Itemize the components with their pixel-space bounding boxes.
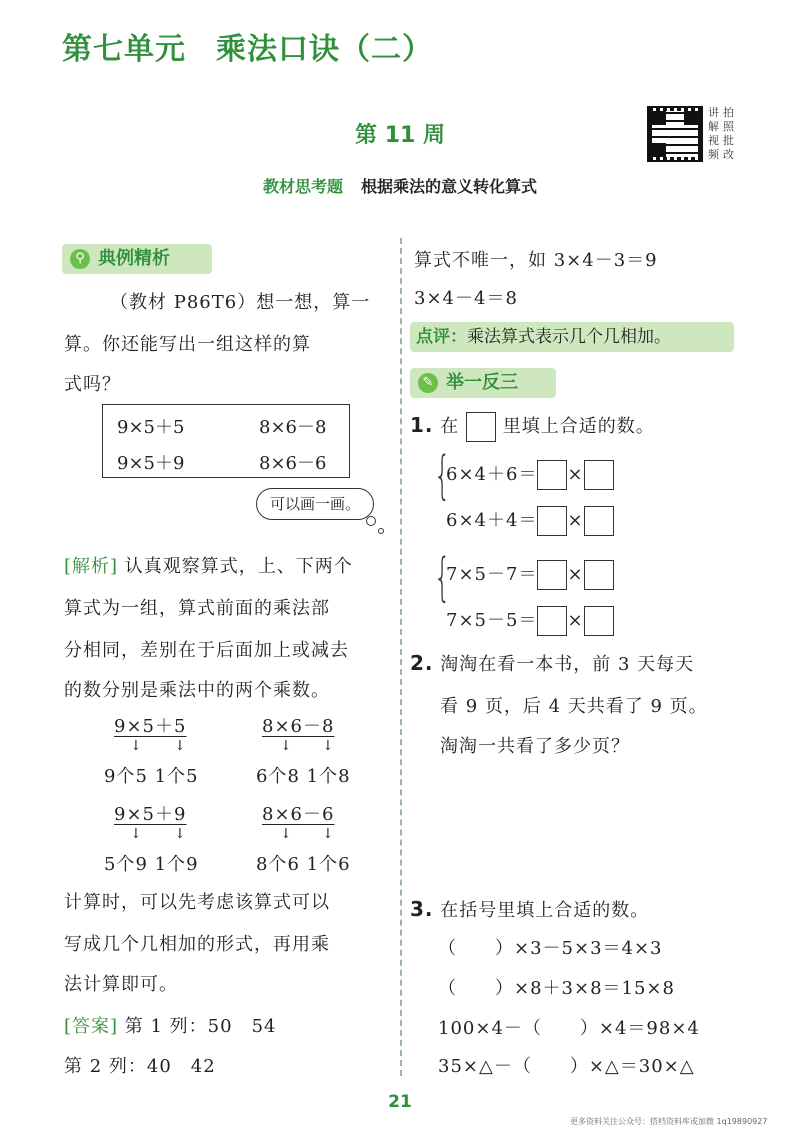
subtitle-tag: 教材思考题 <box>262 177 343 196</box>
page-number: 21 <box>388 1092 412 1112</box>
qr-labels: 讲 拍解 照视 批频 改 <box>708 106 734 161</box>
diagram-expr: 9×5＋9 <box>114 804 187 825</box>
answer-line-2: 第 2 列：40 42 <box>64 1056 216 1077</box>
fill-in-line[interactable]: 35×△－（ ）×△＝30×△ <box>438 1056 695 1077</box>
equation-row: 6×4＋6＝ × <box>446 460 614 490</box>
problem-line-2: 算。你还能写出一组这样的算 <box>64 334 311 355</box>
hint-bubble: 可以画一画。 <box>256 488 374 520</box>
down-arrow-icon: ↓ <box>280 826 292 842</box>
analysis-line-4: 的数分别是乘法中的两个乘数。 <box>64 680 330 701</box>
answer-box[interactable] <box>584 506 614 536</box>
equation-row: 7×5－7＝ × <box>446 560 614 590</box>
analysis-label: [解析] <box>64 556 119 577</box>
answer-box[interactable] <box>584 606 614 636</box>
section-practice-title: 举一反三 <box>446 372 518 393</box>
question-2-line-2: 看 9 页，后 4 天共看了 9 页。 <box>440 696 708 717</box>
down-arrow-icon: ↓ <box>130 826 142 842</box>
footer-note: 更多资料关注公众号：搭档资料库或加微 1q19890927 <box>570 1117 768 1126</box>
analysis-line-3: 分相同，差别在于后面加上或减去 <box>64 640 349 661</box>
down-arrow-icon: ↓ <box>322 826 334 842</box>
conclusion-line-2: 写成几个几相加的形式，再用乘 <box>64 934 330 955</box>
down-arrow-icon: ↓ <box>174 738 186 754</box>
problem-line-3: 式吗？ <box>64 374 121 395</box>
answer-box[interactable] <box>584 460 614 490</box>
answer-label: [答案] <box>64 1016 119 1037</box>
search-icon: ⚲ <box>70 249 90 269</box>
question-2-line-1: 2. 淘淘在看一本书，前 3 天每天 <box>410 651 695 675</box>
section-example-header <box>62 244 212 274</box>
diagram-meaning: 5个9 1个9 <box>104 854 199 875</box>
expression-table <box>102 404 350 478</box>
continuation-line-1: 算式不唯一，如 3×4－3＝9 <box>414 250 658 271</box>
answer-line-1: [答案] 第 1 列：50 54 <box>64 1016 277 1037</box>
continuation-line-2: 3×4－4＝8 <box>414 288 518 309</box>
unit-topic: 乘法口诀（二） <box>216 32 433 67</box>
brace-icon: { <box>434 446 451 506</box>
conclusion-line-3: 法计算即可。 <box>64 974 178 995</box>
question-2-line-3: 淘淘一共看了多少页？ <box>440 736 630 757</box>
qr-code-icon[interactable] <box>647 106 703 162</box>
down-arrow-icon: ↓ <box>174 826 186 842</box>
fill-in-line[interactable]: 100×4－（ ）×4＝98×4 <box>438 1018 700 1039</box>
fill-in-line[interactable]: （ ）×8＋3×8＝15×8 <box>438 978 675 999</box>
table-cell: 9×5＋5 <box>117 417 185 438</box>
fill-in-line[interactable]: （ ）×3－5×3＝4×3 <box>438 938 663 959</box>
diagram-expr: 8×6－8 <box>262 716 335 737</box>
analysis-line-1: [解析] 认真观察算式，上、下两个 <box>64 556 353 577</box>
answer-box[interactable] <box>537 460 567 490</box>
analysis-line-2: 算式为一组，算式前面的乘法部 <box>64 598 330 619</box>
subtitle <box>0 174 800 197</box>
answer-box[interactable] <box>537 560 567 590</box>
answer-box[interactable] <box>537 606 567 636</box>
down-arrow-icon: ↓ <box>130 738 142 754</box>
section-practice-header <box>410 368 556 398</box>
comment-bar <box>410 322 734 352</box>
equation-row: 6×4＋4＝ × <box>446 506 614 536</box>
unit-label: 第七单元 <box>62 32 186 67</box>
answer-box[interactable] <box>537 506 567 536</box>
down-arrow-icon: ↓ <box>322 738 334 754</box>
problem-line-1: （教材 P86T6）想一想，算一 <box>110 292 371 313</box>
section-example-title: 典例精析 <box>98 248 170 269</box>
diagram-meaning: 6个8 1个8 <box>256 766 351 787</box>
brace-icon: { <box>434 548 451 608</box>
question-3: 3. 在括号里填上合适的数。 <box>410 897 650 921</box>
diagram-meaning: 9个5 1个5 <box>104 766 199 787</box>
down-arrow-icon: ↓ <box>280 738 292 754</box>
comment-label: 点评： <box>416 327 467 347</box>
diagram-expr: 9×5＋5 <box>114 716 187 737</box>
subtitle-text: 根据乘法的意义转化算式 <box>361 177 538 196</box>
column-divider <box>400 238 402 1076</box>
table-cell: 9×5＋9 <box>117 453 185 474</box>
unit-title <box>62 24 433 68</box>
diagram-expr: 8×6－6 <box>262 804 335 825</box>
comment-text: 乘法算式表示几个几相加。 <box>467 327 671 347</box>
blank-box-example <box>466 412 496 442</box>
week-title: 第 11 周 <box>355 123 445 148</box>
pencil-icon: ✎ <box>418 373 438 393</box>
question-1: 1. 在 里填上合适的数。 <box>410 412 655 442</box>
bubble-tail <box>366 516 376 526</box>
bubble-tail <box>378 528 384 534</box>
equation-row: 7×5－5＝ × <box>446 606 614 636</box>
conclusion-line-1: 计算时，可以先考虑该算式可以 <box>64 892 330 913</box>
diagram-meaning: 8个6 1个6 <box>256 854 351 875</box>
table-cell: 8×6－6 <box>259 453 327 474</box>
table-cell: 8×6－8 <box>259 417 327 438</box>
answer-box[interactable] <box>584 560 614 590</box>
